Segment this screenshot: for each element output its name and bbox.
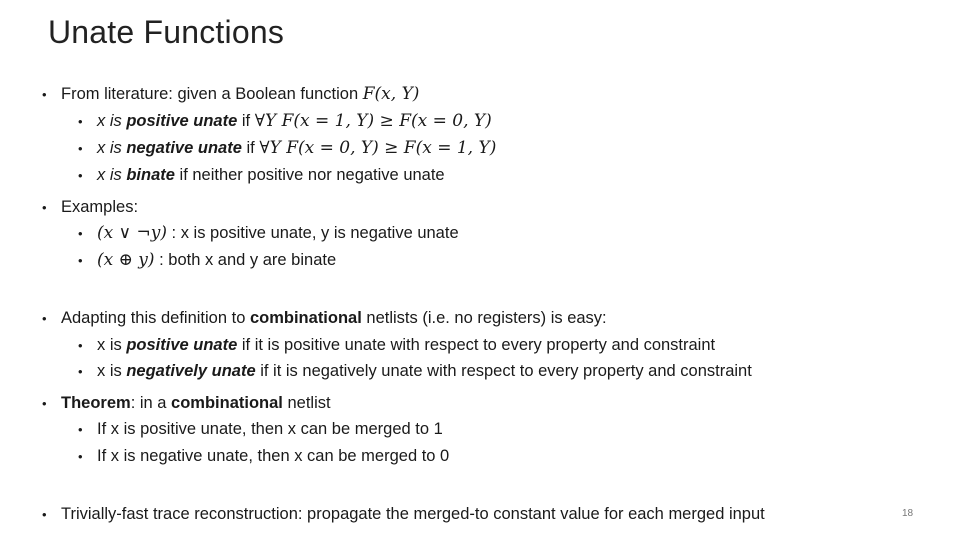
bullet-text: if neither positive nor negative unate xyxy=(174,166,445,184)
bullet-merge-one xyxy=(78,419,443,440)
bullet-examples xyxy=(42,197,138,218)
bullet-definition xyxy=(42,84,419,105)
bullet-dot-icon: • xyxy=(78,364,83,379)
bullet-bold-term: positive unate xyxy=(126,336,238,354)
bullet-negative-unate xyxy=(78,138,496,159)
bullet-text: : both x and y are binate xyxy=(154,251,337,269)
bullet-text: if xyxy=(237,112,255,130)
bullet-text: if xyxy=(241,139,260,157)
bullet-text: Adapting this definition to xyxy=(61,309,250,327)
bullet-dot-icon: • xyxy=(78,226,83,241)
bullet-trace-reconstruction xyxy=(42,504,765,525)
math-expression: (x ⊕ y) xyxy=(97,250,155,270)
bullet-text: netlist xyxy=(282,394,331,412)
page-number: 18 xyxy=(902,508,914,519)
bullet-netlist-negative xyxy=(78,361,752,382)
bullet-dot-icon: • xyxy=(42,311,47,326)
bullet-bold-term: positive unate xyxy=(126,112,238,130)
bullet-adapting xyxy=(42,308,607,329)
bullet-dot-icon: • xyxy=(78,449,83,464)
bullet-bold-term: Theorem xyxy=(61,394,131,412)
bullet-bold-term: combinational xyxy=(171,394,283,412)
bullet-positive-unate xyxy=(78,111,492,132)
bullet-dot-icon: • xyxy=(42,507,47,522)
bullet-text: x is xyxy=(97,362,127,380)
bullet-bold-term: combinational xyxy=(249,309,362,327)
bullet-dot-icon: • xyxy=(78,422,83,437)
bullet-dot-icon: • xyxy=(78,114,83,129)
bullet-theorem xyxy=(42,393,331,414)
math-expression: ∀Y F(x = 0, Y) ≥ F(x = 1, Y) xyxy=(259,138,497,158)
slide-title: Unate Functions xyxy=(48,14,285,50)
bullet-dot-icon: • xyxy=(78,338,83,353)
bullet-example-or xyxy=(78,223,459,244)
bullet-merge-zero xyxy=(78,446,449,467)
bullet-dot-icon: • xyxy=(42,396,47,411)
bullet-dot-icon: • xyxy=(78,168,83,183)
bullet-dot-icon: • xyxy=(42,87,47,102)
bullet-dot-icon: • xyxy=(78,141,83,156)
bullet-text: : in a xyxy=(130,394,172,412)
math-expression: (x ∨ ¬y) xyxy=(97,223,167,243)
bullet-dot-icon: • xyxy=(78,253,83,268)
bullet-text: If x is negative unate, then x can be merged to 0 xyxy=(97,447,450,465)
bullet-text: : x is positive unate, y is negative unate xyxy=(166,224,459,242)
math-expression: ∀Y F(x = 1, Y) ≥ F(x = 0, Y) xyxy=(254,111,492,131)
bullet-text: x is xyxy=(97,336,127,354)
bullet-netlist-positive xyxy=(78,335,715,356)
bullet-bold-term: binate xyxy=(126,166,175,184)
bullet-example-xor xyxy=(78,250,336,271)
bullet-text: Examples: xyxy=(61,198,139,216)
bullet-text: Trivially-fast trace reconstruction: propagate the merged-to constant value for each merged input xyxy=(61,505,765,523)
bullet-text: x is xyxy=(97,112,127,130)
bullet-text: If x is positive unate, then x can be merged to 1 xyxy=(97,420,443,438)
bullet-text: if it is negatively unate with respect to every property and constraint xyxy=(255,362,752,380)
bullet-binate xyxy=(78,165,445,186)
bullet-text: netlists (i.e. no registers) is easy: xyxy=(361,309,607,327)
bullet-bold-term: negatively unate xyxy=(126,362,256,380)
bullet-bold-term: negative unate xyxy=(126,139,242,157)
bullet-text: From literature: given a Boolean function xyxy=(61,85,363,103)
bullet-text: x is xyxy=(97,139,127,157)
math-expression: F(x, Y) xyxy=(362,84,420,104)
bullet-text: if it is positive unate with respect to every property and constraint xyxy=(237,336,716,354)
bullet-dot-icon: • xyxy=(42,200,47,215)
bullet-text: x is xyxy=(97,166,127,184)
